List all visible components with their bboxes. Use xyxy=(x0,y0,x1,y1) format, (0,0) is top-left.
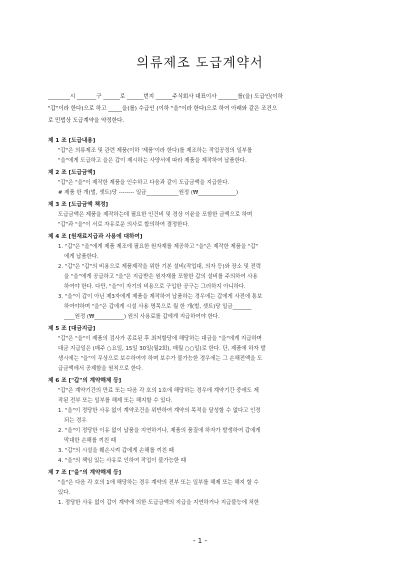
article-heading: 제 1 조 [도급내용] xyxy=(48,138,96,144)
article-heading: 제 5 조 [대금지급] xyxy=(48,326,96,332)
page-number: - 1 - xyxy=(193,537,207,545)
article-line: 있다. xyxy=(58,490,71,496)
article-line: 4. "을"의 책임 있는 사유로 인하여 작업이 불가능한 때 xyxy=(58,458,186,464)
contract-article xyxy=(48,200,360,230)
article-line: 1. 정당한 사유 없이 갑이 계약에 의한 도급금액의 지급을 지연하거나 지급불능에 처한 xyxy=(58,500,260,506)
article-line: "갑"은 "을"이 제품의 검사가 종료된 후 최저할당에 해당하는 대금을 "을"에게 지급하며 xyxy=(58,336,262,342)
article-line: "갑"은 "을"이 제작한 제품을 인수하고 다음과 같이 도급금액을 지급한다. xyxy=(58,180,230,186)
contract-article xyxy=(48,136,360,166)
article-line: 하여야하며 "을"은 갑에게 시설 사용 명목으로 월 한 개(벌, 셋트)당 일금_______ xyxy=(64,304,252,310)
article-heading: 제 3 조 [도급금액 책정] xyxy=(48,202,109,208)
article-heading: 제 2 조 [도급금액] xyxy=(48,170,96,176)
article-heading: 제 7 조 ["을"의 계약해제 등] xyxy=(48,470,122,476)
article-line: 도급금액은 제품을 제작하는데 필요한 인건비 및 경상 이윤을 포함한 금액으로 하며 xyxy=(58,212,253,218)
article-line: 되는 경우 xyxy=(64,418,87,424)
contract-article xyxy=(48,232,360,322)
intro-line: 로 민법상 도급계약을 약정한다. xyxy=(48,118,125,124)
article-line: 하여야 한다. 다만, "을"이 자기의 비용으로 구입한 공구는 그러하지 아니하다. xyxy=(64,284,246,290)
article-heading: 제 4 조 [원재료지급과 사용에 대하여] xyxy=(48,234,143,240)
intro-line: ________시 _______구 ______로 ______번지 ______주식회사 대표이사 _______를(을) 도급인(이하 xyxy=(48,94,283,100)
article-line: 작된 전부 또는 일부를 해제 또는 해지할 수 있다. xyxy=(58,398,173,404)
article-line: "갑"은 의류제조 및 관련 제품(이하 '제품'이라 한다)를 제조하는 작업공정의 일부를 xyxy=(58,148,253,154)
article-line: 2. "을"이 정당한 이유 없이 납품을 지연하거나, 제품의 품질에 하자가 발생하여 갑에게 xyxy=(58,428,261,434)
contract-body xyxy=(48,136,360,510)
contract-article xyxy=(48,168,360,198)
article-line: 막대한 손해를 끼친 때 xyxy=(64,438,117,444)
contract-article xyxy=(48,468,360,508)
article-line: "을"은 다음 각 호의 1에 해당하는 경우 계약의 전부 또는 일부를 해제 또는 해지 할 수 xyxy=(58,480,259,486)
article-line: "갑"은 계약기간의 만료 또는 다음 각 호의 1호에 해당하는 경우에 계약기간 중에도 제 xyxy=(58,388,259,394)
article-line: 2. "갑"은 "갑"의 비용으로 제품제작을 위한 기본 설비(작업대, 의자 등)와 장소 및 전력 xyxy=(58,264,261,270)
contract-article xyxy=(48,324,360,374)
article-line: 에게 납품한다. xyxy=(64,254,99,260)
article-line: "갑"과 "을"이 서로 자유로운 의사로 합의하여 결정한다. xyxy=(58,222,190,228)
intro-paragraph xyxy=(48,92,358,128)
article-line: 생시에는 "을"이 무상으로 보수하여야 하며 보수가 불가능한 경우에는 그 손해전액을 도 xyxy=(58,356,263,362)
article-line: 1. "갑"은 "을"에게 제품 제조에 필요한 원자재를 제공하고 "을"은 제작한 제품을 "갑" xyxy=(58,244,259,250)
article-line: "을"에게 도급하고 을은 갑이 제시하는 사양서에 따라 제품을 제작하여 납품한다. xyxy=(58,158,247,164)
article-line: # 제품 한 개(벌, 셋트)당 -------- 일금____________원정 (₩______________) xyxy=(58,190,239,196)
article-line: 3. "갑"의 시설을 훼손시켜 갑에게 손해를 끼친 때 xyxy=(58,448,174,454)
intro-line: "갑"이라 한다)으로 하고 _____을(를) 수급인 (이하 "을"이라 한다)으로 하여 아래와 같은 조건으 xyxy=(48,106,278,112)
article-line: 대금 지급일은 (매주 ○요일, 15일 30일(월2회), 매월 ○○일)로 한다. 단, 제품에 하자 발 xyxy=(58,346,266,352)
contract-article xyxy=(48,376,360,466)
article-line: 급금액에서 공제함을 원칙으로 한다. xyxy=(58,366,143,372)
document-title: 의류제조 도급계약서 xyxy=(136,56,264,71)
article-line: ____원정 (₩___________) 원의 사용료를 갑에게 지급하여야 한다. xyxy=(64,314,220,320)
article-line: 3. "을"이 갑이 아닌 제3자에게 제품을 제작하여 납품하는 경우에는 갑에게 사전에 통보 xyxy=(58,294,263,300)
article-heading: 제 6 조 ["갑"의 계약해제 등] xyxy=(48,378,122,384)
article-line: 을 "을"에게 공급하고 "을"은 지급받은 원자재를 포함한 갑의 설비를 주의하여 사용 xyxy=(64,274,258,280)
article-line: 1. "을"이 정당한 사유 없이 계약조건을 위반하여 계약의 목적을 달성할 수 없다고 인정 xyxy=(58,408,261,414)
